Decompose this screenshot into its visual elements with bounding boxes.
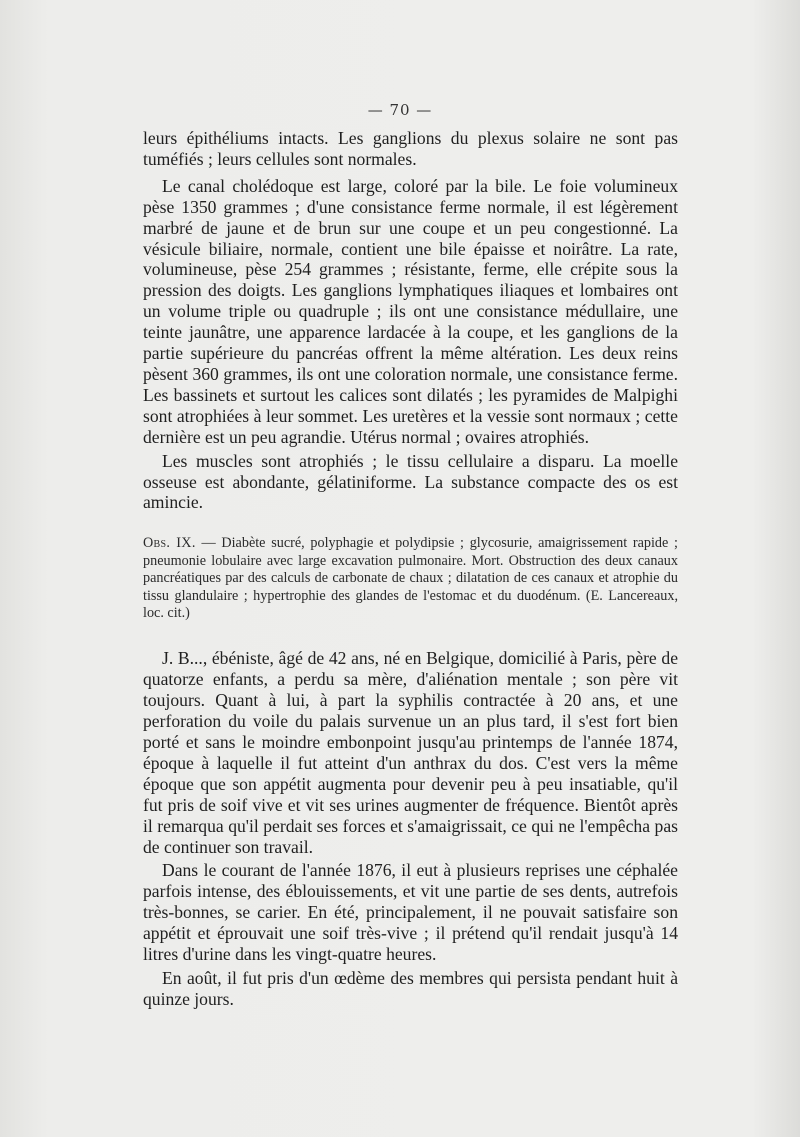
paragraph-patient-history: J. B..., ébéniste, âgé de 42 ans, né en Belgique, domicilié à Paris, père de quatorze enfants, a perdu sa mère, d'aliénation mentale ; son père vit toujours. Quant à lui, à part la syphilis contractée à 20 ans, et une perforation du voile du palais survenue un an plus tard, il s'est fort bien porté et sans le moindre embonpoint jusqu'au printemps de l'année 1874, époque à laquelle il fut atteint d'un anthrax du dos. C'est vers la même époque que son appétit augmenta pour devenir peu à peu insatiable, qu'il fut pris de soif vive et vit ses urines augmenter de fréquence. Bientôt après il remarqua qu'il perdait ses forces et s'amaigrissait, ce qui ne l'empêcha pas de continuer son travail. bbox=[143, 648, 678, 857]
observation-summary: — Diabète sucré, polyphagie et polydipsie ; glycosurie, amaigrissement rapide ; pneumonie lobulaire avec large excavation pulmonaire. Mort. Obstruction des deux canaux pancréatiques par des calculs de carbonate de chaux ; dilatation de ces canaux et atrophie du tissu glandulaire ; hypertrophie des glandes de l'estomac et du duodénum. (E. Lancereaux, loc. cit.) bbox=[143, 535, 678, 621]
page-content bbox=[143, 128, 678, 1010]
paragraph-year-1876: Dans le courant de l'année 1876, il eut à plusieurs reprises une céphalée parfois intense, des éblouissements, et vit une partie de ses dents, autrefois très-bonnes, se carier. En été, principalement, il ne pouvait satisfaire son appétit et éprouvait une soif très-vive ; il prétend qu'il rendait jusqu'à 14 litres d'urine dans les vingt-quatre heures. bbox=[143, 860, 678, 965]
paragraph-autopsy-organs: Le canal cholédoque est large, coloré par la bile. Le foie volumineux pèse 1350 grammes ; d'une consistance ferme normale, il est légèrement marbré de jaune et de brun sur une coupe et un peu congestionné. La vésicule biliaire, normale, contient une bile épaisse et noirâtre. La rate, volumineuse, pèse 254 grammes ; résistante, ferme, elle crépite sous la pression des doigts. Les ganglions lymphatiques iliaques et lombaires ont un volume triple ou quadruple ; ils ont une consistance médullaire, une teinte jaunâtre, une apparence lardacée à la coupe, et les ganglions de la partie supérieure du pancréas offrent la même altération. Les deux reins pèsent 360 grammes, ils ont une coloration normale, une consistance ferme. Les bassinets et surtout les calices sont dilatés ; les pyramides de Malpighi sont atrophiées à leur sommet. Les uretères et la vessie sont normaux ; cette dernière est un peu agrandie. Utérus normal ; ovaires atrophiés. bbox=[143, 175, 678, 447]
paragraph-muscles-bones: Les muscles sont atrophiés ; le tissu cellulaire a disparu. La moelle osseuse est abondante, gélatiniforme. La substance compacte des os est amincie. bbox=[143, 450, 678, 513]
observation-title: Obs. IX. bbox=[143, 535, 196, 552]
section-gap bbox=[143, 622, 678, 642]
page-number: — 70 — bbox=[367, 101, 433, 119]
paragraph-continuation: leurs épithéliums intacts. Les ganglions du plexus solaire ne sont pas tuméfiés ; leurs cellules sont normales. bbox=[143, 128, 678, 169]
paragraph-august-edema: En août, il fut pris d'un œdème des membres qui persista pendant huit à quinze jours. bbox=[143, 967, 678, 1009]
observation-heading-block bbox=[143, 535, 678, 622]
